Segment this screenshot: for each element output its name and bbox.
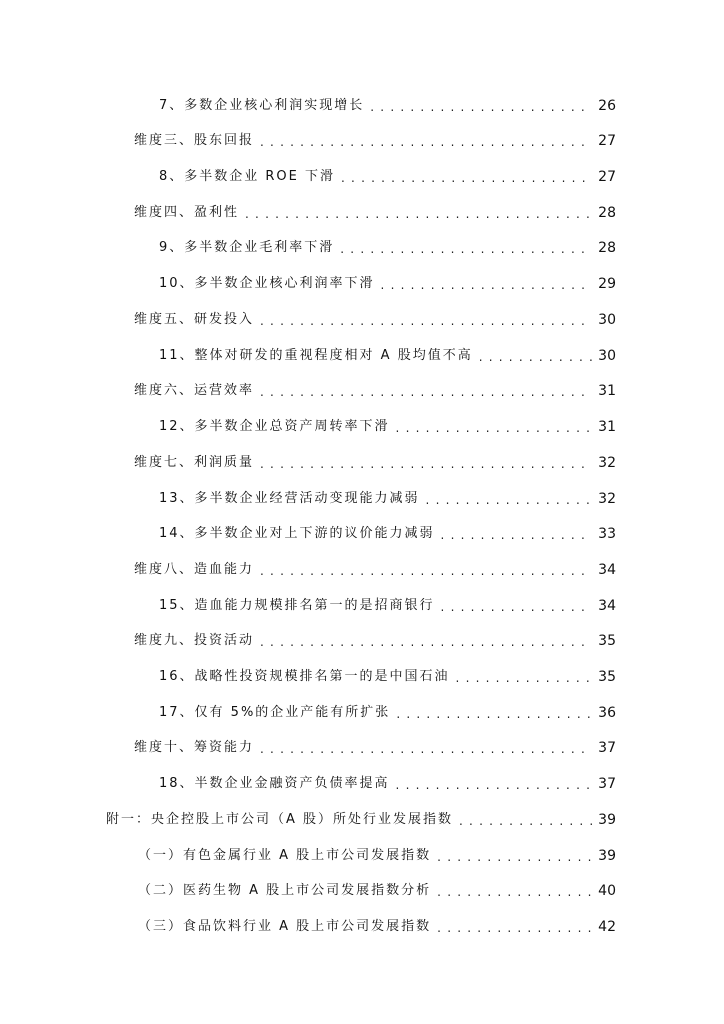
toc-entry[interactable]: [134, 449, 616, 471]
toc-entry-page: 39: [598, 812, 616, 828]
toc-entry-page: 26: [598, 98, 616, 114]
dot-leader: [370, 100, 592, 114]
toc-entry-page: 32: [598, 491, 616, 507]
toc-entry-title: 维度十、筹资能力: [134, 740, 255, 755]
dot-leader: [260, 385, 592, 399]
toc-entry-title: 维度七、利润质量: [134, 455, 255, 470]
toc-entry[interactable]: [159, 413, 616, 435]
toc-entry[interactable]: [159, 520, 616, 542]
toc-entry-page: 27: [598, 169, 616, 185]
toc-entry-page: 31: [598, 419, 616, 435]
toc-entry-title: 16、战略性投资规模排名第一的是中国石油: [159, 669, 450, 684]
toc-entry-page: 39: [598, 848, 616, 864]
toc-entry-page: 27: [598, 133, 616, 149]
toc-entry-title: 维度四、盈利性: [134, 205, 240, 220]
dot-leader: [479, 350, 592, 364]
toc-entry[interactable]: [159, 234, 616, 256]
toc-entry-title: 12、多半数企业总资产周转率下滑: [159, 419, 390, 434]
toc-entry[interactable]: [134, 306, 616, 328]
toc-entry-page: 30: [598, 348, 616, 364]
dot-leader: [396, 778, 592, 792]
toc-entry[interactable]: [159, 770, 616, 792]
toc-entry[interactable]: [134, 734, 616, 756]
toc-entry[interactable]: [134, 199, 616, 221]
toc-entry[interactable]: [159, 92, 616, 114]
toc-entry-title: 18、半数企业金融资产负债率提高: [159, 776, 390, 791]
toc-entry-page: 28: [598, 240, 616, 256]
toc-entry-page: 35: [598, 633, 616, 649]
toc-entry-title: 附一：央企控股上市公司（A 股）所处行业发展指数: [106, 812, 454, 827]
toc-entry-title: 15、造血能力规模排名第一的是招商银行: [159, 598, 435, 613]
toc-entry[interactable]: [134, 627, 616, 649]
dot-leader: [441, 600, 592, 614]
dot-leader: [260, 742, 592, 756]
dot-leader: [396, 707, 592, 721]
toc-entry-page: 33: [598, 526, 616, 542]
toc-entry-page: 40: [598, 883, 616, 899]
toc-entry-page: 34: [598, 598, 616, 614]
toc-entry-title: 7、多数企业核心利润实现增长: [159, 98, 365, 113]
toc-entry[interactable]: [159, 699, 616, 721]
toc-entry-title: 11、整体对研发的重视程度相对 A 股均值不高: [159, 348, 473, 363]
toc-entry-title: 维度九、投资活动: [134, 633, 255, 648]
toc-entry-title: （二）医药生物 A 股上市公司发展指数分析: [138, 883, 432, 898]
toc-entry[interactable]: [134, 377, 616, 399]
toc-entry-page: 30: [598, 312, 616, 328]
toc-entry-title: 9、多半数企业毛利率下滑: [159, 240, 335, 255]
toc-entry-page: 37: [598, 740, 616, 756]
toc-entry-title: 17、仅有 5%的企业产能有所扩张: [159, 705, 391, 720]
toc-entry[interactable]: [138, 877, 616, 899]
toc-entry-title: 维度八、造血能力: [134, 562, 255, 577]
toc-entry-page: 34: [598, 562, 616, 578]
dot-leader: [260, 314, 592, 328]
toc-entry-page: 42: [598, 919, 616, 935]
dot-leader: [260, 564, 592, 578]
toc-entry-title: 13、多半数企业经营活动变现能力减弱: [159, 491, 420, 506]
toc-entry-page: 36: [598, 705, 616, 721]
toc-entry[interactable]: [106, 806, 616, 828]
dot-leader: [245, 207, 592, 221]
dot-leader: [260, 457, 592, 471]
toc-entry[interactable]: [134, 556, 616, 578]
dot-leader: [340, 242, 592, 256]
dot-leader: [459, 814, 592, 828]
toc-entry-page: 32: [598, 455, 616, 471]
toc-entry-title: 维度五、研发投入: [134, 312, 255, 327]
toc-entry-page: 28: [598, 205, 616, 221]
toc-entry-title: 8、多半数企业 ROE 下滑: [159, 169, 336, 184]
toc-entry-page: 29: [598, 276, 616, 292]
dot-leader: [437, 850, 592, 864]
dot-leader: [341, 171, 592, 185]
dot-leader: [441, 528, 592, 542]
dot-leader: [437, 921, 592, 935]
dot-leader: [426, 493, 592, 507]
toc-entry-title: 维度六、运营效率: [134, 383, 255, 398]
dot-leader: [381, 278, 592, 292]
dot-leader: [437, 885, 592, 899]
toc-entry[interactable]: [159, 163, 616, 185]
toc-entry-title: 维度三、股东回报: [134, 133, 255, 148]
toc-entry-page: 31: [598, 383, 616, 399]
dot-leader: [260, 635, 592, 649]
dot-leader: [396, 421, 592, 435]
toc-entry[interactable]: [159, 592, 616, 614]
toc-entry-title: （一）有色金属行业 A 股上市公司发展指数: [138, 848, 432, 863]
toc-entry[interactable]: [159, 485, 616, 507]
toc-entry[interactable]: [159, 342, 616, 364]
toc-entry-title: 14、多半数企业对上下游的议价能力减弱: [159, 526, 435, 541]
toc-entry[interactable]: [138, 842, 616, 864]
toc-entry[interactable]: [159, 663, 616, 685]
toc-entry[interactable]: [134, 127, 616, 149]
toc-entry[interactable]: [159, 270, 616, 292]
dot-leader: [456, 671, 592, 685]
toc-entry-page: 37: [598, 776, 616, 792]
toc-entry-title: （三）食品饮料行业 A 股上市公司发展指数: [138, 919, 432, 934]
toc-entry-page: 35: [598, 669, 616, 685]
toc-entry[interactable]: [138, 913, 616, 935]
dot-leader: [260, 135, 592, 149]
toc-entry-title: 10、多半数企业核心利润率下滑: [159, 276, 375, 291]
